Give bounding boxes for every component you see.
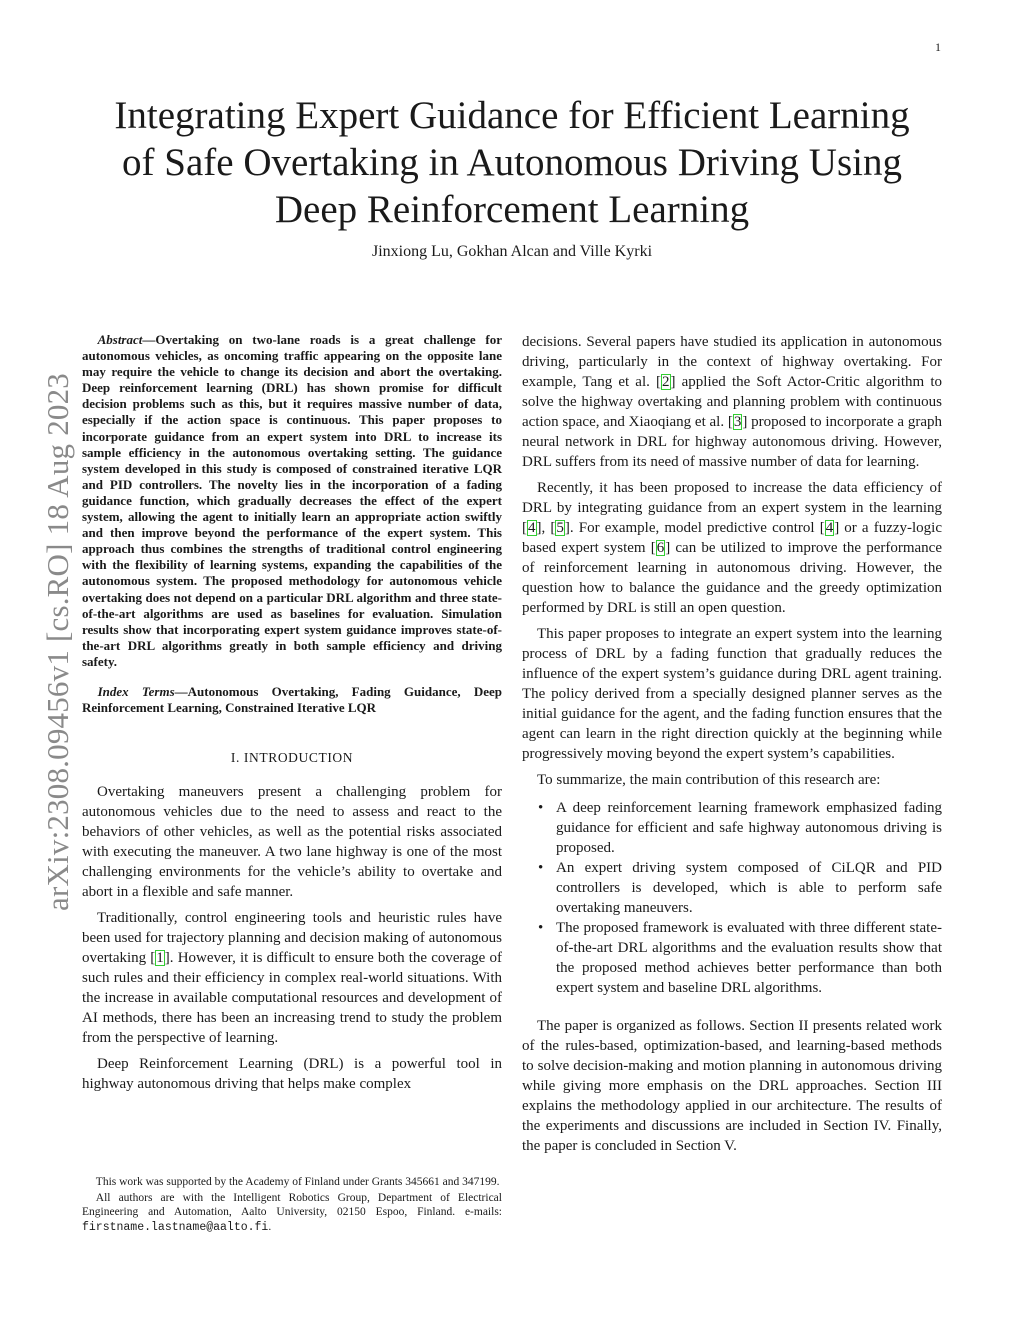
body-paragraph: To summarize, the main contribution of this research are: (537, 772, 881, 788)
paper-title (80, 92, 944, 233)
body-paragraph: Recently, it has been proposed to increase the data efficiency of DRL by integrating guidance from an expert system in the learning [4], [5]. For example, model predictive control [4] or a fuzzy-logic based expert system [6] can be utilized to improve the performance of reinforcement learning in autonomous driving. However, the question how to balance the guidance and the greedy optimization performed by DRL is still an open question. (522, 480, 942, 616)
right-column (522, 332, 942, 1162)
body-paragraph: Deep Reinforcement Learning (DRL) is a powerful tool in highway autonomous driving that helps make complex (82, 1056, 502, 1093)
abstract-label: Abstract (97, 332, 143, 347)
footnote-funding: This work was supported by the Academy of Finland under Grants 345661 and 347199. (95, 1176, 500, 1188)
contribution-item: • An expert driving system composed of CiLQR and PID controllers is developed, which is able to perform safe overtaking maneuvers. (538, 860, 942, 916)
citation-link[interactable]: 3 (733, 414, 742, 430)
title-line: of Safe Overtaking in Autonomous Driving Using (122, 141, 902, 184)
footnotes (82, 1175, 502, 1237)
left-column (82, 332, 502, 1100)
bullet-icon: • (538, 920, 544, 936)
index-terms: Index Terms—Autonomous Overtaking, Fading Guidance, Deep Reinforcement Learning, Constrained Iterative LQR (82, 683, 502, 716)
abstract: Abstract—Overtaking on two-lane roads is a great challenge for autonomous vehicles, as oncoming traffic appearing on the opposite lane may require the vehicle to change its decision and abort the overtaking. Deep reinforcement learning (DRL) has shown promise for difficult decision problems such as this, but it requires massive number of data, especially if the action space is continuous. This paper proposes to incorporate guidance from an expert system into DRL to increase its sample efficiency in the autonomous overtaking setting. The guidance system developed in this study is composed of constrained iterative LQR and PID controllers. The novelty lies in the incorporation of a fading guidance function, which gradually decreases the effect of the expert system, allowing the agent to initially learn an appropriate action swiftly and then improve beyond the performance of the expert system. This approach thus combines the strengths of traditional control engineering with the flexibility of learning systems, expanding the capabilities of the autonomous system. The proposed methodology for autonomous vehicle overtaking does not depend on a particular DRL algorithm and three state-of-the-art algorithms are used as baselines for evaluation. Simulation results show that incorporating expert system guidance improves state-of-the-art DRL algorithms greatly in both sample efficiency and driving safety. (82, 332, 502, 669)
citation-link[interactable]: 4 (528, 520, 536, 536)
body-paragraph: This paper proposes to integrate an expert system into the learning process of DRL by a fading function that gradually reduces the influence of the expert system’s guidance during DRL agent training. The policy derived from a specially designed planner serves as the initial guidance for the agent, and the fading function ensures that the agent can learn in the right direction quickly at the beginning while progressively moving beyond the expert system’s capabilities. (522, 626, 942, 762)
citation-link[interactable]: 2 (662, 374, 670, 390)
citation-link[interactable]: 4 (825, 520, 834, 536)
left-paragraphs (82, 782, 502, 1094)
footnote-affiliation: All authors are with the Intelligent Robotics Group, Department of Electrical Engineering and Automation, Aalto University, 02150 Espoo, Finland. e-mails: firstname.lastname@aalto.fi. (82, 1192, 502, 1234)
body-paragraph: Overtaking maneuvers present a challenging problem for autonomous vehicles due to the need to assess and react to the behaviors of other vehicles, as well as the potential risks associated with executing the maneuver. A two lane highway is one of the most challenging environments for the vehicle’s ability to overtake and abort in a flexible and safe manner. (82, 784, 502, 901)
body-paragraph: Traditionally, control engineering tools and heuristic rules have been used for trajectory planning and decision making of autonomous overtaking [1]. However, it is difficult to ensure both the coverage of such rules and their efficiency in complex real-world situations. With the increase in available computational resources and development of AI methods, there has been an increasing trend to study the problem from the perspective of learning. (82, 910, 502, 1047)
email-address: firstname.lastname@aalto.fi (82, 1220, 269, 1234)
right-paragraphs (522, 332, 942, 790)
section-heading: I. INTRODUCTION (230, 750, 354, 766)
citation-link[interactable]: 6 (656, 540, 665, 556)
closing-paragraph: The paper is organized as follows. Section II presents related work of the rules-based, optimization-based, and learning-based methods to solve decision-making and motion planning in autonomous driving while giving more emphasis on the DRL approaches. Section III explains the methodology applied in our architecture. The results of the experiments and discussions are included in Section IV. Finally, the paper is concluded in Section V. (522, 1018, 942, 1154)
contribution-list (522, 798, 942, 998)
bullet-icon: • (538, 800, 544, 816)
citation-link[interactable]: 5 (556, 520, 564, 536)
body-paragraph: decisions. Several papers have studied its application in autonomous driving, particularly in the context of highway overtaking. For example, Tang et al. [2] applied the Soft Actor-Critic algorithm to solve the highway overtaking and planning problem with continuous action space, and Xiaoqiang et al. [3] proposed to incorporate a graph neural network in DRL for highway autonomous driving. However, DRL suffers from its need of massive number of data for learning. (522, 334, 942, 470)
abstract-text: Overtaking on two-lane roads is a great challenge for autonomous vehicles, as oncoming traffic appearing on the opposite lane may require the vehicle to change its decision and abort the overtaking. Deep reinforcement learning (DRL) has shown promise for difficult decision problems such as this, but it requires massive number of data, especially if the action space is continuous. This paper proposes to incorporate guidance from an expert system into DRL to increase its sample efficiency in the autonomous overtaking setting. The guidance system developed in this study is composed of constrained iterative LQR and PID controllers. The novelty lies in the incorporation of a fading guidance function, which gradually decreases the effect of the expert system, allowing the agent to initially learn an appropriate action swiftly and then improve beyond the performance of the expert system. This approach thus combines the strengths of traditional control engineering with the flexibility of learning systems, expanding the capabilities of the autonomous system. The proposed methodology for autonomous vehicle overtaking does not depend on a particular DRL algorithm and three state-of-the-art algorithms are used as baselines for evaluation. Simulation results show that incorporating expert system guidance improves state-of-the-art DRL algorithms greatly in both sample efficiency and driving safety. (82, 332, 502, 669)
author-list: Jinxiong Lu, Gokhan Alcan and Ville Kyrki (371, 243, 653, 260)
index-terms-label: Index Terms (97, 683, 175, 699)
contribution-item: • The proposed framework is evaluated with three different state-of-the-art DRL algorithms and the evaluation results show that the proposed method achieves better performance than both expert system and baseline DRL algorithms. (538, 920, 942, 996)
title-line: Deep Reinforcement Learning (274, 188, 750, 231)
contribution-item: • A deep reinforcement learning framework emphasized fading guidance for efficient and safe highway autonomous driving is proposed. (538, 800, 942, 856)
citation-link[interactable]: 1 (156, 950, 164, 967)
arxiv-identifier[interactable]: arXiv:2308.09456v1 [cs.RO] 18 Aug 2023 (40, 372, 75, 912)
bullet-icon: • (538, 860, 544, 876)
page-number: 1 (935, 40, 941, 54)
index-terms-text: Autonomous Overtaking, Fading Guidance, Deep Reinforcement Learning, Constrained Iterative LQR (82, 683, 502, 716)
title-line: Integrating Expert Guidance for Efficient Learning (114, 94, 910, 137)
